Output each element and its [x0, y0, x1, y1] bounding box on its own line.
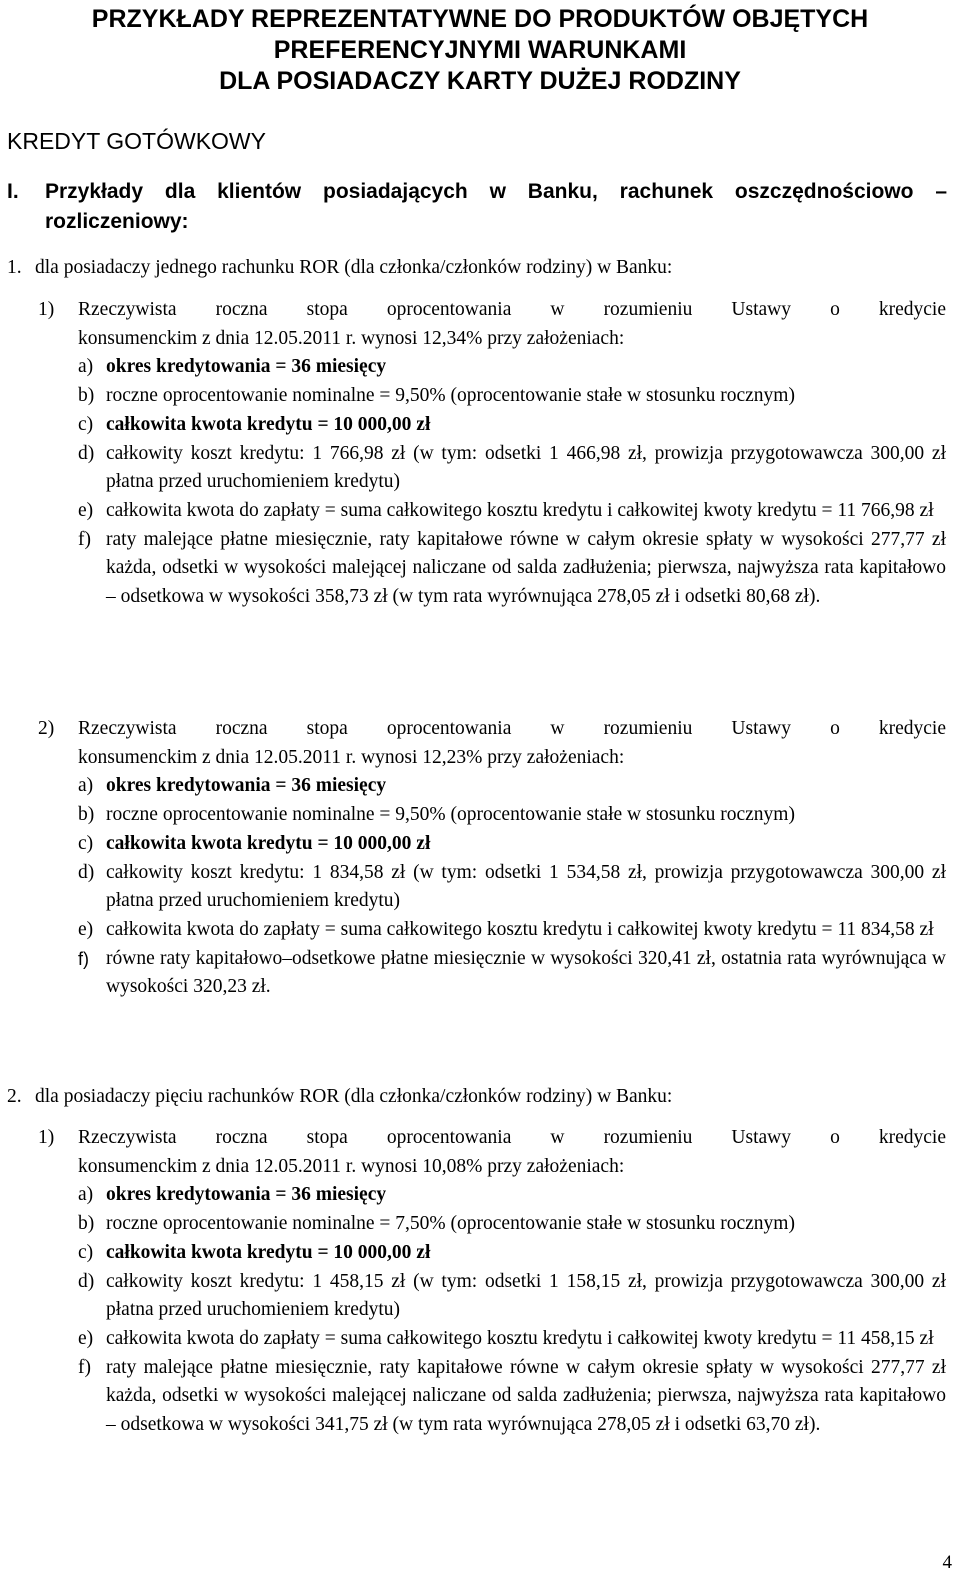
example-heading-line-2: konsumenckim z dnia 12.05.2011 r. wynosi 12,23% przy założeniach:	[78, 746, 625, 768]
example-heading	[38, 296, 946, 353]
example-number: 1)	[38, 299, 55, 320]
item-label: e)	[78, 499, 94, 521]
example-number: 1)	[38, 1127, 55, 1148]
list-item	[78, 801, 946, 830]
item-label: a)	[78, 1184, 94, 1206]
group-text: dla posiadaczy pięciu rachunków ROR (dla członka/członków rodziny) w Banku:	[35, 1086, 673, 1107]
item-text: raty malejące płatne miesięcznie, raty kapitałowe równe w całym okresie spłaty w wysokości 277,77 zł każda, odsetki w wysokości malejącej naliczane od salda zadłużenia; pierwsza, najwyższa rata kapitałowo – odsetkowa w wysokości 358,73 zł (w tym rata wyrównująca 278,05 zł i odsetki 80,68 zł).	[106, 528, 946, 608]
list-item	[78, 772, 946, 801]
item-label: b)	[78, 804, 95, 826]
item-text: całkowita kwota kredytu = 10 000,00 zł	[106, 413, 431, 435]
item-label: a)	[78, 356, 94, 378]
example-heading-line-2: konsumenckim z dnia 12.05.2011 r. wynosi 10,08% przy założeniach:	[78, 1155, 625, 1177]
list-item	[78, 497, 946, 526]
item-text: całkowity koszt kredytu: 1 766,98 zł (w tym: odsetki 1 466,98 zł, prowizja przygotowawcza 300,00 zł płatna przed uruchomieniem kredytu)	[106, 442, 946, 493]
item-label: e)	[78, 1327, 94, 1349]
item-text: roczne oprocentowanie nominalne = 9,50% (oprocentowanie stałe w stosunku rocznym)	[106, 804, 795, 826]
list-item	[78, 1239, 946, 1268]
item-text: równe raty kapitałowo–odsetkowe płatne miesięcznie w wysokości 320,41 zł, ostatnia rata wyrównująca w wysokości 320,23 zł.	[106, 947, 946, 998]
example-heading	[38, 715, 946, 772]
item-text: całkowity koszt kredytu: 1 458,15 zł (w tym: odsetki 1 158,15 zł, prowizja przygotowawcza 300,00 zł płatna przed uruchomieniem kredytu)	[106, 1270, 946, 1321]
item-label: d)	[78, 442, 95, 464]
list-item	[78, 945, 946, 1002]
item-label: f)	[78, 1356, 91, 1378]
list-item	[78, 916, 946, 945]
item-label: e)	[78, 918, 94, 940]
section-heading	[7, 177, 947, 237]
item-label: d)	[78, 861, 95, 883]
list-item	[78, 1181, 946, 1210]
item-text: okres kredytowania = 36 miesięcy	[106, 1184, 387, 1206]
title-line-1: PRZYKŁADY REPREZENTATYWNE DO PRODUKTÓW OBJĘTYCH	[91, 5, 869, 33]
item-label: d)	[78, 1270, 95, 1292]
list-item	[78, 1354, 946, 1440]
list-item	[78, 526, 946, 612]
list-item	[78, 859, 946, 916]
example-block	[38, 1124, 946, 1440]
item-text: okres kredytowania = 36 miesięcy	[106, 775, 387, 797]
item-text: całkowita kwota do zapłaty = suma całkowitego kosztu kredytu i całkowitej kwoty kredytu = 11 766,98 zł	[106, 499, 934, 521]
list-item	[78, 382, 946, 411]
title-line-2: PREFERENCYJNYMI WARUNKAMI	[273, 36, 687, 64]
example-heading-line-1: Rzeczywista roczna stopa oprocentowania w rozumieniu Ustawy o kredycie	[78, 299, 946, 320]
item-label: c)	[78, 832, 94, 854]
item-label: c)	[78, 1241, 94, 1263]
list-item	[78, 1268, 946, 1325]
item-text: raty malejące płatne miesięcznie, raty kapitałowe równe w całym okresie spłaty w wysokości 277,77 zł każda, odsetki w wysokości malejącej naliczane od salda zadłużenia; pierwsza, najwyższa rata kapitałowo – odsetkowa w wysokości 341,75 zł (w tym rata wyrównująca 278,05 zł i odsetki 63,70 zł).	[106, 1356, 946, 1436]
item-text: roczne oprocentowanie nominalne = 9,50% (oprocentowanie stałe w stosunku rocznym)	[106, 385, 795, 407]
item-text: całkowita kwota do zapłaty = suma całkowitego kosztu kredytu i całkowitej kwoty kredytu = 11 834,58 zł	[106, 918, 934, 940]
example-heading	[38, 1124, 946, 1181]
item-label: c)	[78, 413, 94, 435]
item-text: całkowita kwota kredytu = 10 000,00 zł	[106, 1241, 431, 1263]
item-label: f)	[78, 528, 91, 550]
item-text: całkowity koszt kredytu: 1 834,58 zł (w tym: odsetki 1 534,58 zł, prowizja przygotowawcza 300,00 zł płatna przed uruchomieniem kredytu)	[106, 861, 946, 912]
example-block	[38, 296, 946, 612]
product-heading: KREDYT GOTÓWKOWY	[7, 128, 266, 154]
item-text: całkowita kwota do zapłaty = suma całkowitego kosztu kredytu i całkowitej kwoty kredytu = 11 458,15 zł	[106, 1327, 934, 1349]
list-item	[78, 353, 946, 382]
page-number: 4	[942, 1552, 952, 1573]
group-heading	[7, 254, 672, 283]
example-heading-line-1: Rzeczywista roczna stopa oprocentowania w rozumieniu Ustawy o kredycie	[78, 718, 946, 739]
group-number: 1.	[7, 257, 22, 278]
item-label: b)	[78, 1213, 95, 1235]
section-number: I.	[7, 180, 19, 203]
title-line-3: DLA POSIADACZY KARTY DUŻEJ RODZINY	[219, 67, 741, 95]
item-text: całkowita kwota kredytu = 10 000,00 zł	[106, 832, 431, 854]
item-label: a)	[78, 775, 94, 797]
list-item	[78, 411, 946, 440]
section-heading-line-1: Przykłady dla klientów posiadających w Banku, rachunek oszczędnościowo –	[45, 180, 947, 203]
item-text: roczne oprocentowanie nominalne = 7,50% (oprocentowanie stałe w stosunku rocznym)	[106, 1213, 795, 1235]
item-label: b)	[78, 385, 95, 407]
section-heading-line-2: rozliczeniowy:	[45, 210, 189, 233]
group-text: dla posiadaczy jednego rachunku ROR (dla członka/członków rodziny) w Banku:	[35, 257, 673, 278]
example-heading-line-1: Rzeczywista roczna stopa oprocentowania w rozumieniu Ustawy o kredycie	[78, 1127, 946, 1148]
group-number: 2.	[7, 1086, 22, 1107]
list-item	[78, 1325, 946, 1354]
list-item	[78, 830, 946, 859]
document-title	[0, 0, 960, 97]
item-label: f)	[78, 948, 89, 969]
group-heading	[7, 1083, 672, 1112]
list-item	[78, 440, 946, 497]
example-heading-line-2: konsumenckim z dnia 12.05.2011 r. wynosi 12,34% przy założeniach:	[78, 327, 625, 349]
example-block	[38, 715, 946, 1002]
item-text: okres kredytowania = 36 miesięcy	[106, 356, 387, 378]
example-number: 2)	[38, 718, 55, 739]
list-item	[78, 1210, 946, 1239]
